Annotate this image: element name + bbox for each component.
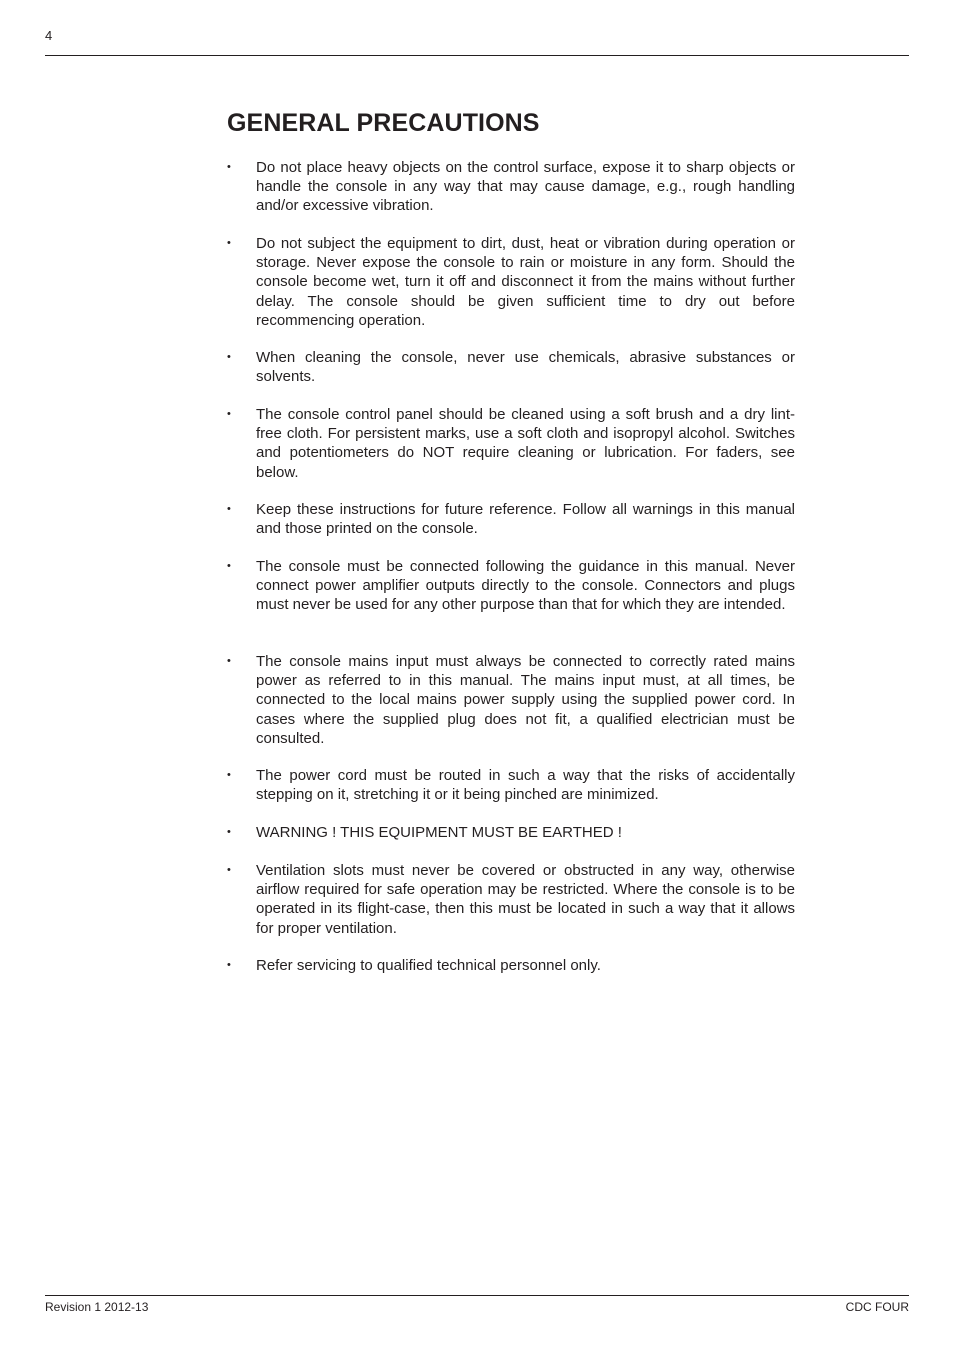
bullet-icon: • (227, 864, 231, 876)
bullet-icon: • (227, 161, 231, 173)
bullet-icon: • (227, 959, 231, 971)
list-item-text: The power cord must be routed in such a way that the risks of accidentally stepping on it, stretching it or it being pinched are minimized. (256, 767, 795, 804)
list-item-text: Do not subject the equipment to dirt, dust, heat or vibration during operation or storage. Never expose the console to rain or moisture in any form. Should the console become wet, turn it off and disconnect it from the mains without further delay. The console should be given sufficient time to dry out before recommencing operation. (256, 235, 795, 329)
list-item (227, 823, 795, 842)
bullet-icon: • (227, 503, 231, 515)
bullet-icon: • (227, 237, 231, 249)
footer-product-name: CDC FOUR (845, 1300, 909, 1314)
bullet-icon: • (227, 655, 231, 667)
list-item (227, 405, 795, 482)
header-rule (45, 55, 909, 56)
list-item (227, 766, 795, 804)
list-item (227, 652, 795, 748)
list-item-text: WARNING ! THIS EQUIPMENT MUST BE EARTHED ! (256, 824, 622, 841)
list-item (227, 861, 795, 938)
list-item (227, 500, 795, 538)
list-item-text: The console control panel should be cleaned using a soft brush and a dry lint-free cloth. For persistent marks, use a soft cloth and isopropyl alcohol. Switches and potentiometers do NOT require cleaning or lubrication. For faders, see below. (256, 406, 795, 481)
page-number: 4 (45, 28, 53, 43)
bullet-icon: • (227, 408, 231, 420)
bullet-icon: • (227, 560, 231, 572)
list-item-text: When cleaning the console, never use chemicals, abrasive substances or solvents. (256, 349, 795, 386)
list-item-text: Refer servicing to qualified technical personnel only. (256, 957, 601, 974)
list-item-text: The console must be connected following the guidance in this manual. Never connect power amplifier outputs directly to the console. Connectors and plugs must never be used for any other purpose than that for which they are intended. (256, 558, 795, 614)
bullet-icon: • (227, 769, 231, 781)
bullet-icon: • (227, 826, 231, 838)
page-title: GENERAL PRECAUTIONS (227, 109, 540, 137)
list-item-text: Do not place heavy objects on the control surface, expose it to sharp objects or handle the console in any way that may cause damage, e.g., rough handling and/or excessive vibration. (256, 159, 795, 215)
list-item (227, 348, 795, 386)
list-item-text: Ventilation slots must never be covered or obstructed in any way, otherwise airflow required for safe operation may be restricted. Where the console is to be operated in its flight-case, then this must be located in such a way that it allows for proper ventilation. (256, 862, 795, 937)
list-item-text: Keep these instructions for future reference. Follow all warnings in this manual and those printed on the console. (256, 501, 795, 538)
list-item (227, 234, 795, 330)
list-item-text: The console mains input must always be connected to correctly rated mains power as referred to in this manual. The mains input must, at all times, be connected to the local mains power supply using the supplied power cord. In cases where the supplied plug does not fit, a qualified electrician must be consulted. (256, 653, 795, 747)
list-item (227, 158, 795, 216)
list-item (227, 557, 795, 615)
footer-revision: Revision 1 2012-13 (45, 1300, 149, 1314)
list-item (227, 956, 795, 975)
footer-rule (45, 1295, 909, 1296)
bullet-icon: • (227, 351, 231, 363)
